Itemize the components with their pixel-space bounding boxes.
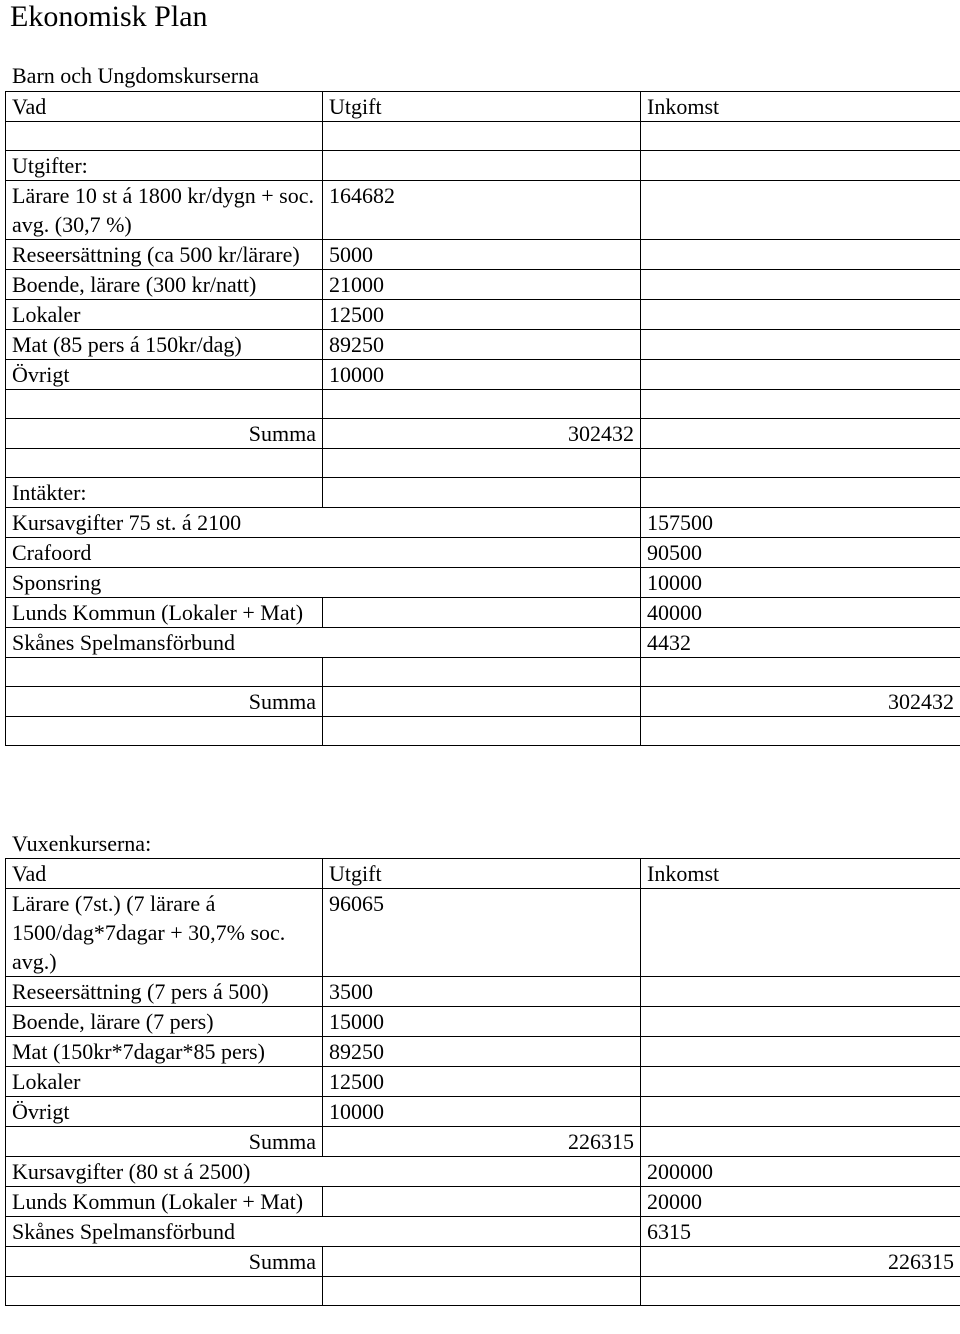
- income-source: Skånes Spelmansförbund: [6, 628, 641, 658]
- income-value: 40000: [641, 598, 960, 628]
- table-row: [6, 628, 960, 658]
- spacer-row: [6, 658, 960, 687]
- expense-label: Lokaler: [6, 300, 323, 330]
- income-source: Skånes Spelmansförbund: [6, 1217, 641, 1247]
- income-source: Kursavgifter 75 st. á 2100: [6, 508, 641, 538]
- income-sum-value: 226315: [641, 1247, 960, 1277]
- table-row: [6, 1007, 960, 1037]
- expense-sum-row: [6, 419, 960, 449]
- table-row: [6, 330, 960, 360]
- expense-label: Övrigt: [6, 1097, 323, 1127]
- table-row: [6, 1067, 960, 1097]
- income-source: Crafoord: [6, 538, 641, 568]
- expense-sum-row: [6, 1127, 960, 1157]
- income-value: 157500: [641, 508, 960, 538]
- table-row: [6, 508, 960, 538]
- expense-label: Mat (150kr*7dagar*85 pers): [6, 1037, 323, 1067]
- income-sum-row: [6, 687, 960, 717]
- spacer-row: [6, 449, 960, 478]
- table-row: [6, 598, 960, 628]
- expense-value: 89250: [323, 330, 641, 360]
- table-header-row: [6, 859, 960, 889]
- table-row: [6, 300, 960, 330]
- header-vad: Vad: [6, 859, 323, 889]
- table-row: [6, 568, 960, 598]
- header-inkomst: Inkomst: [641, 859, 960, 889]
- income-heading-row: [6, 478, 960, 508]
- income-value: 4432: [641, 628, 960, 658]
- expense-label: Lokaler: [6, 1067, 323, 1097]
- expense-value: 164682: [323, 181, 641, 240]
- income-source: Sponsring: [6, 568, 641, 598]
- header-inkomst: Inkomst: [641, 92, 960, 122]
- document-title: Ekonomisk Plan: [10, 0, 208, 33]
- expense-label: Övrigt: [6, 360, 323, 390]
- header-utgift: Utgift: [323, 92, 641, 122]
- expense-label: Mat (85 pers á 150kr/dag): [6, 330, 323, 360]
- spacer-row: [6, 717, 960, 746]
- expense-value: 5000: [323, 240, 641, 270]
- header-utgift: Utgift: [323, 859, 641, 889]
- expense-value: 96065: [323, 889, 641, 977]
- expense-value: 12500: [323, 1067, 641, 1097]
- income-source: Lunds Kommun (Lokaler + Mat): [6, 1187, 323, 1217]
- expense-value: 3500: [323, 977, 641, 1007]
- table-row: [6, 1037, 960, 1067]
- income-value: 10000: [641, 568, 960, 598]
- expense-sum-value: 226315: [323, 1127, 641, 1157]
- table-header-row: [6, 92, 960, 122]
- expense-value: 89250: [323, 1037, 641, 1067]
- table-row: [6, 977, 960, 1007]
- table-row: [6, 889, 960, 977]
- table-row: [6, 240, 960, 270]
- expense-value: 15000: [323, 1007, 641, 1037]
- expense-value: 21000: [323, 270, 641, 300]
- section-title-children: Barn och Ungdomskurserna: [12, 63, 259, 88]
- table-row: [6, 181, 960, 240]
- income-value: 6315: [641, 1217, 960, 1247]
- income-source: Lunds Kommun (Lokaler + Mat): [6, 598, 323, 628]
- income-value: 20000: [641, 1187, 960, 1217]
- table-row: [6, 1217, 960, 1247]
- expenses-label: Utgifter:: [6, 151, 323, 181]
- income-sum-label: Summa: [6, 687, 323, 717]
- expense-label: Lärare 10 st á 1800 kr/dygn + soc. avg. (30,7 %): [6, 181, 323, 240]
- table-row: [6, 1157, 960, 1187]
- income-sum-label: Summa: [6, 1247, 323, 1277]
- table-row: [6, 538, 960, 568]
- budget-table-adults: [5, 858, 960, 1306]
- income-sum-value: 302432: [641, 687, 960, 717]
- expense-sum-label: Summa: [6, 419, 323, 449]
- expense-label: Boende, lärare (7 pers): [6, 1007, 323, 1037]
- expense-value: 12500: [323, 300, 641, 330]
- expense-label: Lärare (7st.) (7 lärare á 1500/dag*7dagar + 30,7% soc. avg.): [6, 889, 323, 977]
- table-row: [6, 360, 960, 390]
- income-sum-row: [6, 1247, 960, 1277]
- table-row: [6, 270, 960, 300]
- table-row: [6, 1097, 960, 1127]
- expense-label: Reseersättning (7 pers á 500): [6, 977, 323, 1007]
- expense-sum-value: 302432: [323, 419, 641, 449]
- expense-value: 10000: [323, 360, 641, 390]
- spacer-row: [6, 1277, 960, 1306]
- budget-table-children: [5, 91, 960, 746]
- expense-label: Boende, lärare (300 kr/natt): [6, 270, 323, 300]
- income-label: Intäkter:: [6, 478, 323, 508]
- income-value: 90500: [641, 538, 960, 568]
- spacer-row: [6, 122, 960, 151]
- table-row: [6, 1187, 960, 1217]
- expense-label: Reseersättning (ca 500 kr/lärare): [6, 240, 323, 270]
- expenses-heading-row: [6, 151, 960, 181]
- spacer-row: [6, 390, 960, 419]
- expense-value: 10000: [323, 1097, 641, 1127]
- income-source: Kursavgifter (80 st á 2500): [6, 1157, 641, 1187]
- section-title-adults: Vuxenkurserna:: [12, 831, 152, 856]
- header-vad: Vad: [6, 92, 323, 122]
- expense-sum-label: Summa: [6, 1127, 323, 1157]
- income-value: 200000: [641, 1157, 960, 1187]
